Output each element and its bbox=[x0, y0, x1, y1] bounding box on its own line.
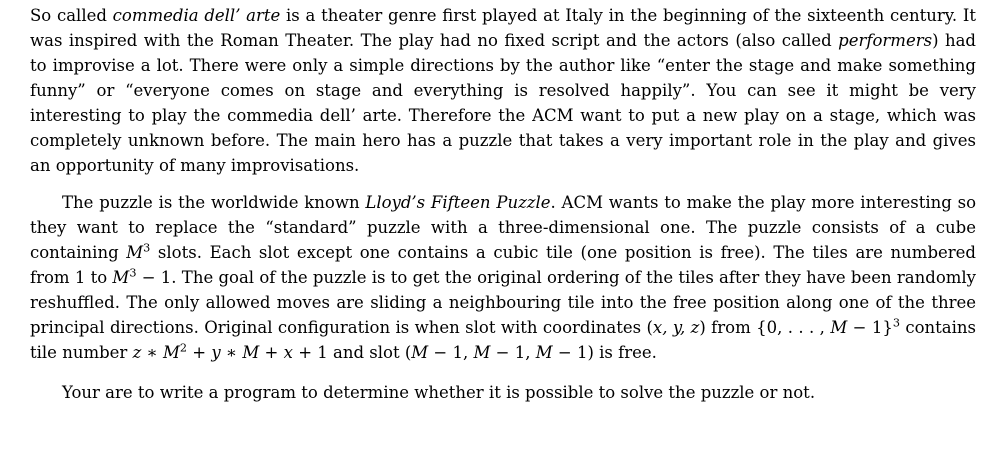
text-run: ) had to improvise a lot. There were only a simple directions by the author like “enter the stage and make something funny” or “everyone comes on stage and everything is resolved happily”. You can see it might be very interesting to play the commedia dell’ arte. Therefore the ACM want to put a new play on a stage, which was completely unknown before. The main hero has a puzzle that takes a very important role in the play and gives an opportunity of many improvisations. bbox=[30, 31, 976, 175]
paragraph-task-statement bbox=[30, 380, 976, 405]
italic-text-run: M bbox=[126, 243, 144, 262]
italic-text-run: z bbox=[132, 343, 142, 362]
text-run: is a theater genre first played at Italy in the beginning of the sixteenth century. It was inspired with the Roman Theater. The play had no fixed script and the actors (also called bbox=[30, 6, 976, 50]
italic-text-run: M bbox=[830, 318, 848, 337]
italic-text-run: M bbox=[473, 343, 491, 362]
text-run: − 1) is free. bbox=[552, 343, 657, 362]
text-run: + 1 and slot ( bbox=[292, 343, 412, 362]
superscript-text: 3 bbox=[143, 241, 151, 255]
italic-text-run: y bbox=[211, 343, 221, 362]
text-run: The puzzle is the worldwide known bbox=[62, 193, 366, 212]
italic-text-run: performers bbox=[838, 31, 933, 50]
superscript-text: 3 bbox=[892, 316, 900, 330]
text-run: − 1. The goal of the puzzle is to get the original ordering of the tiles after they have been randomly reshuffled. The only allowed moves are sliding a neighbouring tile into the free position along one of the three principal directions. Original configuration is when slot with coordinates ( bbox=[30, 268, 977, 337]
paragraph-puzzle-description bbox=[30, 190, 976, 365]
text-run: ) from {0, . . . , bbox=[699, 318, 831, 337]
italic-text-run: M bbox=[535, 343, 553, 362]
italic-text-run: x bbox=[283, 343, 293, 362]
text-run: Your are to write a program to determine whether it is possible to solve the puzzle or not. bbox=[62, 383, 816, 402]
text-run: ∗ bbox=[220, 343, 243, 362]
text-run: − 1} bbox=[847, 318, 893, 337]
italic-text-run: M bbox=[112, 268, 130, 287]
superscript-text: 2 bbox=[179, 341, 188, 355]
text-run: − 1, bbox=[490, 343, 536, 362]
text-run: ∗ bbox=[141, 343, 163, 362]
italic-text-run: commedia dell’ arte bbox=[112, 6, 281, 25]
text-run: . ACM wants to make the play more interesting so they want to replace the “standard” puzzle with a three-dimensional one. The puzzle consists of a cube containing bbox=[30, 193, 977, 262]
italic-text-run: M bbox=[162, 343, 180, 362]
italic-text-run: Lloyd’s Fifteen Puzzle bbox=[365, 193, 551, 212]
superscript-text: 3 bbox=[129, 266, 137, 280]
text-run: So called bbox=[30, 6, 113, 25]
italic-text-run: x, y, z bbox=[652, 318, 700, 337]
text-run: + bbox=[187, 343, 212, 362]
italic-text-run: M bbox=[411, 343, 429, 362]
text-run: − 1, bbox=[428, 343, 474, 362]
text-run: contains tile number bbox=[30, 318, 977, 362]
italic-text-run: M bbox=[242, 343, 260, 362]
paragraph-commedia-intro bbox=[30, 3, 976, 178]
text-run: slots. Each slot except one contains a cubic tile (one position is free). The tiles are numbered from 1 to bbox=[30, 243, 976, 287]
text-run: + bbox=[259, 343, 284, 362]
